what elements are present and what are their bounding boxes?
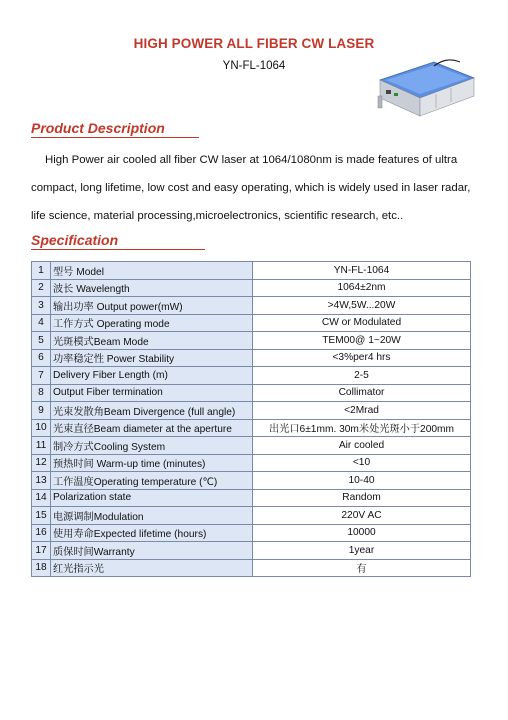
table-row: [32, 542, 471, 560]
row-number: 11: [32, 437, 51, 455]
table-row: [32, 314, 471, 332]
parameter-name: 电源调制Modulation: [51, 507, 253, 525]
parameter-name: 制冷方式Cooling System: [51, 437, 253, 455]
parameter-value: 220V AC: [253, 507, 471, 525]
parameter-value: YN-FL-1064: [253, 262, 471, 280]
parameter-value: 1064±2nm: [253, 279, 471, 297]
row-number: 17: [32, 542, 51, 560]
specification-heading: Specification: [31, 232, 205, 250]
parameter-name: 光斑模式Beam Mode: [51, 332, 253, 350]
row-number: 16: [32, 524, 51, 542]
parameter-name: Polarization state: [51, 489, 253, 507]
page-title: HIGH POWER ALL FIBER CW LASER: [133, 36, 375, 51]
row-number: 7: [32, 367, 51, 385]
table-row: [32, 279, 471, 297]
parameter-name: 质保时间Warranty: [51, 542, 253, 560]
table-row: [32, 437, 471, 455]
product-description-heading: Product Description: [31, 120, 199, 138]
table-row: [32, 297, 471, 315]
parameter-name: 工作方式 Operating mode: [51, 314, 253, 332]
row-number: 5: [32, 332, 51, 350]
parameter-name: 波长 Wavelength: [51, 279, 253, 297]
table-row: [32, 419, 471, 437]
product-description-text: [31, 146, 481, 230]
row-number: 15: [32, 507, 51, 525]
row-number: 2: [32, 279, 51, 297]
laser-device-image: [376, 58, 476, 128]
table-row: [32, 489, 471, 507]
parameter-value: <3%per4 hrs: [253, 349, 471, 367]
parameter-value: <2Mrad: [253, 402, 471, 420]
parameter-value: Air cooled: [253, 437, 471, 455]
parameter-value: 1year: [253, 542, 471, 560]
row-number: 3: [32, 297, 51, 315]
specification-table: [31, 261, 471, 577]
parameter-name: 工作温度Operating temperature (℃): [51, 472, 253, 490]
parameter-name: 型号 Model: [51, 262, 253, 280]
parameter-name: 使用寿命Expected lifetime (hours): [51, 524, 253, 542]
parameter-value: CW or Modulated: [253, 314, 471, 332]
table-row: [32, 332, 471, 350]
parameter-name: 输出功率 Output power(mW): [51, 297, 253, 315]
table-row: [32, 367, 471, 385]
parameter-value: Collimator: [253, 384, 471, 402]
parameter-name: Output Fiber termination: [51, 384, 253, 402]
row-number: 12: [32, 454, 51, 472]
model-subtitle: YN-FL-1064: [222, 60, 286, 72]
parameter-value: 有: [253, 559, 471, 577]
parameter-value: <10: [253, 454, 471, 472]
row-number: 13: [32, 472, 51, 490]
table-row: [32, 454, 471, 472]
description-paragraph: High Power air cooled all fiber CW laser at 1064/1080nm is made features of ultra compact, long lifetime, low cost and easy operating, which is widely used in laser radar, life science, material processing,microelectronics, scientific research, etc..: [31, 154, 471, 222]
parameter-name: Delivery Fiber Length (m): [51, 367, 253, 385]
row-number: 9: [32, 402, 51, 420]
table-row: [32, 472, 471, 490]
table-row: [32, 262, 471, 280]
parameter-value: 出光口6±1mm. 30m米处光斑小于200mm: [253, 419, 471, 437]
parameter-name: 红光指示光: [51, 559, 253, 577]
parameter-value: Random: [253, 489, 471, 507]
parameter-name: 光束发散角Beam Divergence (full angle): [51, 402, 253, 420]
parameter-value: TEM00@ 1~20W: [253, 332, 471, 350]
parameter-name: 功率稳定性 Power Stability: [51, 349, 253, 367]
parameter-name: 光束直径Beam diameter at the aperture: [51, 419, 253, 437]
row-number: 8: [32, 384, 51, 402]
row-number: 10: [32, 419, 51, 437]
row-number: 18: [32, 559, 51, 577]
parameter-value: 10-40: [253, 472, 471, 490]
table-row: [32, 524, 471, 542]
table-row: [32, 559, 471, 577]
row-number: 4: [32, 314, 51, 332]
table-row: [32, 349, 471, 367]
parameter-name: 预热时间 Warm-up time (minutes): [51, 454, 253, 472]
parameter-value: >4W,5W...20W: [253, 297, 471, 315]
row-number: 1: [32, 262, 51, 280]
row-number: 14: [32, 489, 51, 507]
table-row: [32, 507, 471, 525]
table-row: [32, 402, 471, 420]
parameter-value: 10000: [253, 524, 471, 542]
parameter-value: 2-5: [253, 367, 471, 385]
table-row: [32, 384, 471, 402]
row-number: 6: [32, 349, 51, 367]
